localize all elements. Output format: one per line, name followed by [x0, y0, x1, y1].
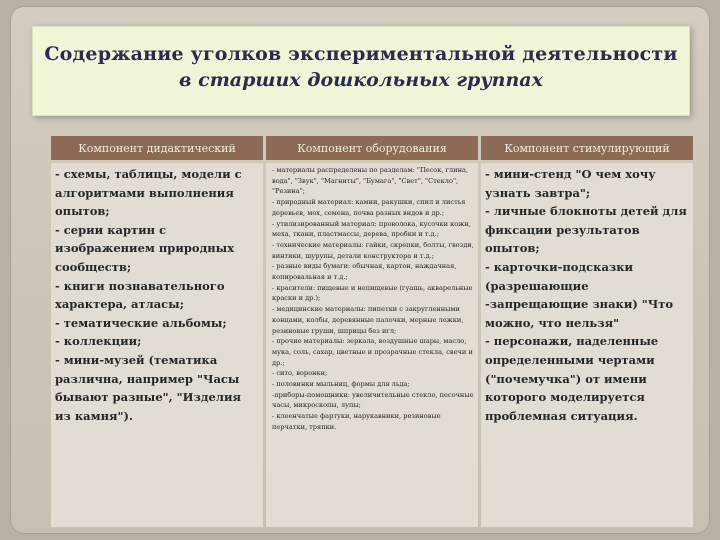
table-row [51, 163, 693, 527]
list-item: - тематические альбомы; [55, 315, 227, 330]
list-item: - мини-музей (тематика различна, например "Часы бывают разные", "Изделия из камня"). [55, 352, 241, 423]
list-item: - серии картин с изображением природных сообществ; [55, 222, 235, 274]
list-item: - личные блокноты детей для фиксации результатов опытов; [485, 204, 687, 256]
list-item: - разные виды бумаги: обычная, картон, наждачная, копировальная и т.д.; [272, 262, 457, 282]
list-item: - коллекции; [55, 334, 142, 349]
cell-didactic [51, 163, 263, 527]
header-equipment: Компонент оборудования [266, 136, 478, 160]
table-header-row [51, 136, 693, 160]
cell-stimulating [481, 163, 693, 527]
list-item: - половинки мыльниц, формы для льда; [272, 380, 410, 389]
list-item: - природный материал: камни, ракушки, спил и листья деревьев, мох, семена, почва разных видов и др.; [272, 198, 466, 217]
list-item: - персонажи, наделенные определенными чертами ("почемучка") от имени которого моделируется проблемная ситуация. [485, 334, 659, 423]
title-main: Содержание уголков экспериментальной деятельности [44, 43, 678, 65]
content-table [48, 133, 696, 530]
title-subtitle: в старших дошкольных группах [179, 69, 543, 91]
header-didactic: Компонент дидактический [51, 136, 263, 160]
list-item: - сито, воронки; [272, 369, 328, 378]
list-item: - книги познавательного характера, атласы; [55, 278, 225, 312]
list-item: - материалы распределены по разделам: "Песок, глина, вода", "Звук", "Магниты", "Бумага", "Свет", "Стекло", "Резина"; [272, 166, 469, 196]
list-item: - прочие материалы: зеркала, воздушные шары, масло, мука, соль, сахар, цветные и прозрачные стекла, свечи и др.; [272, 337, 473, 367]
list-item: - утилизированный материал: проволока, кусочки кожи, меха, ткани, пластмассы, дерева, пробки и т.д.; [272, 219, 471, 239]
title-box [32, 26, 690, 116]
cell-equipment [266, 163, 478, 527]
list-item: - клеенчатые фартуки, нарукавники, резиновые перчатки, тряпки. [272, 412, 441, 431]
list-item: - медицинские материалы: пипетки с закругленными концами, колбы, деревянные палочки, мерные ложки, резиновые груши, шприцы без игл; [272, 305, 464, 335]
list-item: - мини-стенд "О чем хочу узнать завтра"; [485, 167, 656, 200]
header-stimulating: Компонент стимулирующий [481, 136, 693, 160]
list-item: - красители: пищевые и непищевые (гуашь, акварельные краски и др.); [272, 283, 473, 303]
list-item: - схемы, таблицы, модели с алгоритмами выполнения опытов; [55, 167, 242, 219]
list-item: - технические материалы: гайки, скрепки, болты, гвозди, винтики, шурупы, детали конструктора и т.д.; [272, 240, 474, 260]
list-item: - карточки-подсказки (разрешающие -запрещающие знаки) "Что можно, что нельзя" [485, 259, 674, 330]
list-item: -приборы-помощники: увеличительные стекло, песочные часы, микроскопы, лупы; [272, 390, 474, 410]
